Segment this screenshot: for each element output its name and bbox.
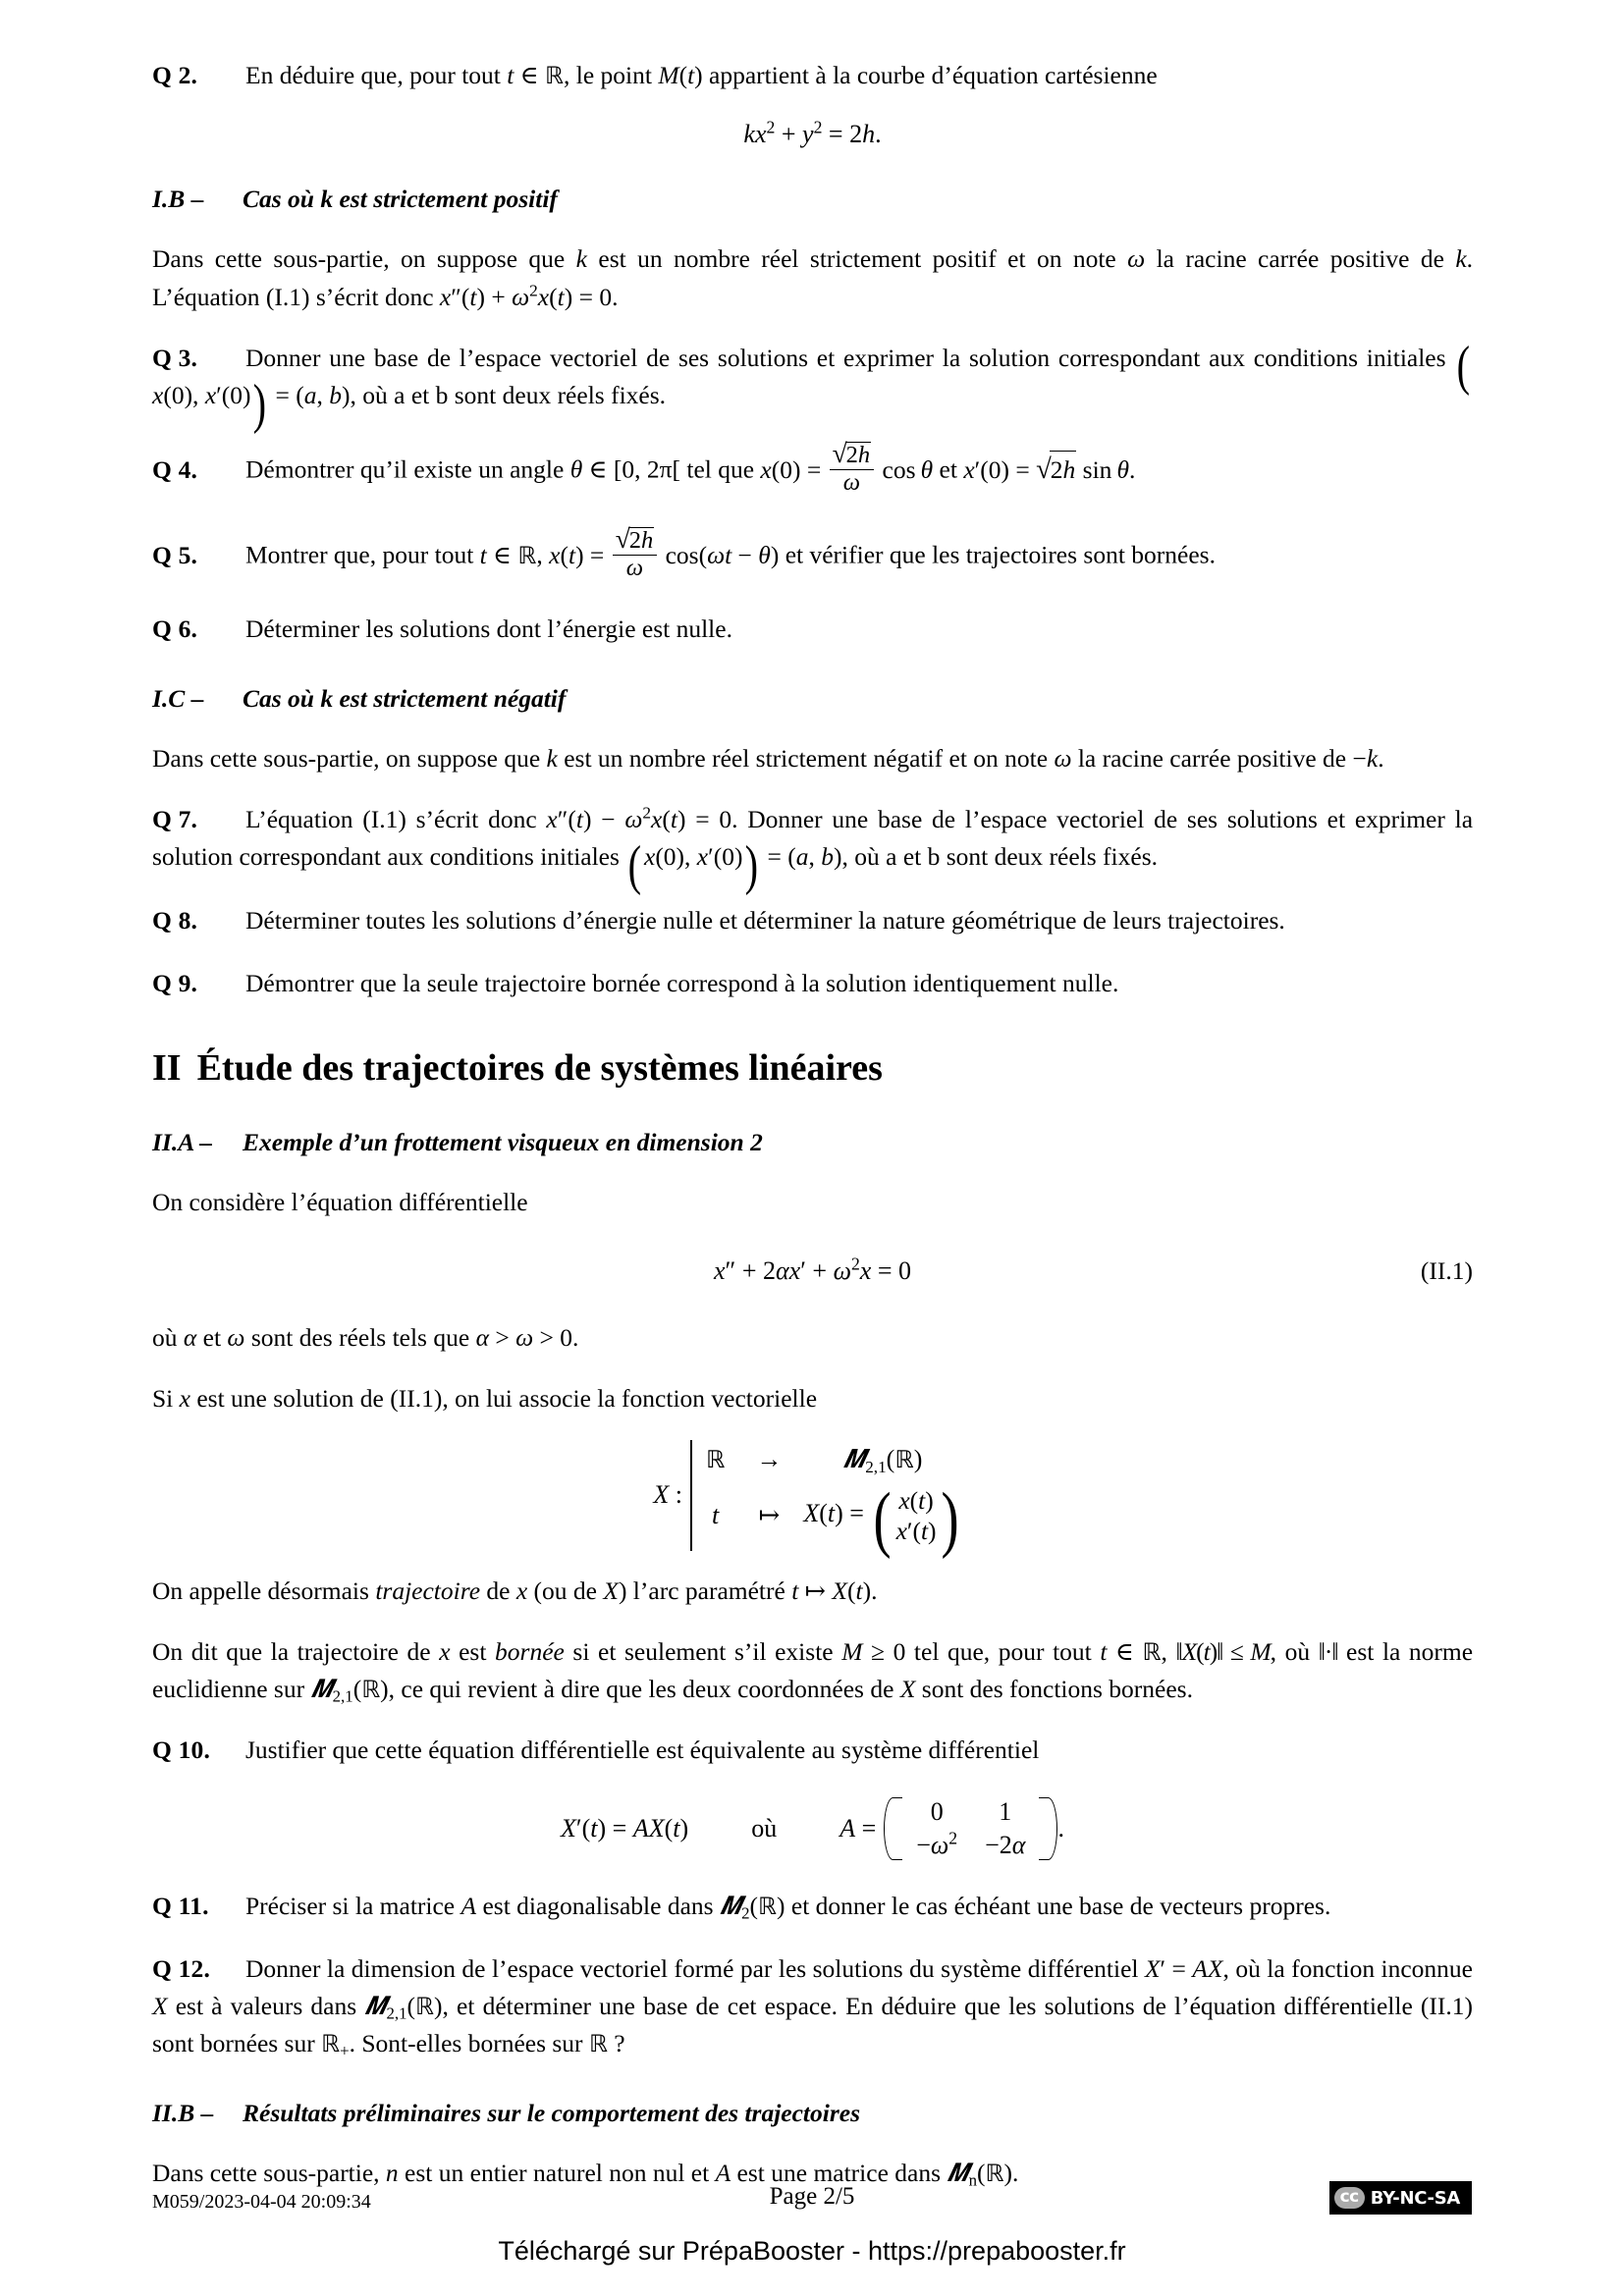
license-badge-container <box>1329 2181 1472 2215</box>
question-text-q10: Justifier que cette équation différentielle est équivalente au système différentiel <box>245 1735 1040 1765</box>
display-equation-II1: $x'' + 2\alpha x' + \omega^2x = 0$ (II.1) <box>713 1254 1473 1286</box>
subsection-dash-IIA: – <box>199 1127 212 1156</box>
cc-license-badge[interactable] <box>1329 2181 1472 2215</box>
math-xt-cos: x(t) = $\frac{√2h}{\omega}$ cos(ωt − θ) <box>549 524 780 582</box>
question-text-q2: En déduire que, pour tout t ∈ ℝ, le point M(t) appartient à la courbe d’équation cartésienne <box>245 61 1158 89</box>
page-footer <box>152 2181 1472 2240</box>
subsection-title-IC: Cas où k est strictement négatif <box>243 683 567 713</box>
question-label-q12: Q 12. <box>152 1953 211 1983</box>
subsection-id-IC: I.C <box>152 683 186 713</box>
display-equation-system-q10: X′(t) = AX(t) où A = 0 1 $-\omega^2$ −2α . <box>152 1795 1473 1862</box>
section-title-II: Étude des trajectoires de systèmes linéaires <box>196 1047 883 1090</box>
equation-tag-II1: (II.1) <box>1420 1256 1473 1286</box>
paragraph-IIA-solution: Si x est une solution de (II.1), on lui associe la fonction vectorielle <box>152 1384 818 1414</box>
page-content <box>152 57 1473 2192</box>
math-initial-conditions-q3: (x(0), x′(0)) = (a, b) <box>152 336 1471 435</box>
question-q12 <box>152 1950 1473 2063</box>
subsection-dash-IB: – <box>190 185 204 214</box>
question-q8 <box>152 902 1473 939</box>
subsection-id-IB: I.B <box>152 185 186 214</box>
question-q2 <box>152 57 1473 94</box>
question-text-q11: Préciser si la matrice A est diagonalisable dans 𝑴$_2$(ℝ) et donner le cas échéant une base de vecteurs propres. <box>245 1891 1331 1923</box>
math-ou-label: où <box>751 1813 778 1842</box>
question-q5 <box>152 525 1473 581</box>
math-Mt: M(t) <box>658 61 703 89</box>
footer-document-id: M059/2023-04-04 20:09:34 <box>152 2191 371 2213</box>
emphasis-trajectoire: trajectoire <box>375 1575 481 1605</box>
question-q9 <box>152 965 1473 1002</box>
question-label-q2: Q 2. <box>152 61 198 89</box>
math-ode-negative: $x''(t) - \omega^2x(t) = 0$ <box>546 803 732 834</box>
subsection-dash-IIB: – <box>200 2098 214 2127</box>
subsection-dash-IC: – <box>190 683 204 713</box>
display-definition-X: X : ℝ → 𝑴$_{2,1}$(ℝ) t ↦ X(t) = ( x(t) x′(t) ) <box>152 1440 1473 1551</box>
question-label-q4: Q 4. <box>152 454 198 484</box>
question-text-q4: Démontrer qu’il existe un angle θ ∈ [0, 2π[ tel que x(0) = $\frac{√2h}{\omega}$ cos θ et x′(0) = √2h sin θ. <box>245 439 1136 496</box>
matrix-A: 0 1 $-\omega^2$ −2α <box>884 1795 1057 1862</box>
paragraph-IIB-intro: Dans cette sous-partie, n est un entier naturel non nul et A est une matrice dans 𝑴$_n$(ℝ). <box>152 2158 1019 2190</box>
question-label-q7: Q 7. <box>152 805 198 834</box>
question-text-q9: Démontrer que la seule trajectoire bornée correspond à la solution identiquement nulle. <box>245 968 1119 997</box>
question-label-q6: Q 6. <box>152 614 198 644</box>
paragraph-IC-intro: Dans cette sous-partie, on suppose que k est un nombre réel strictement négatif et on note ω la racine carrée positive de −k. <box>152 743 1384 773</box>
subsection-heading-IIB <box>152 2097 1473 2129</box>
subsection-heading-IB <box>152 183 1473 215</box>
question-text-q8: Déterminer toutes les solutions d’énergie nulle et déterminer la nature géométrique de leurs trajectoires. <box>245 905 1285 934</box>
question-q4 <box>152 440 1473 496</box>
question-label-q11: Q 11. <box>152 1891 209 1920</box>
section-heading-II <box>152 1045 1473 1093</box>
emphasis-bornee: bornée <box>495 1636 565 1666</box>
subsection-title-IIB: Résultats préliminaires sur le comportement des trajectoires <box>243 2098 861 2127</box>
subsection-heading-IC <box>152 682 1473 715</box>
math-A-equals: A = <box>839 1813 877 1842</box>
question-q6 <box>152 611 1473 648</box>
subsection-title-IIA: Exemple d’un frottement visqueux en dimension 2 <box>243 1127 763 1156</box>
paragraph-IIA-conditions: où α et ω sont des réels tels que α > ω > 0. <box>152 1323 579 1353</box>
footer-page-number: Page 2/5 <box>769 2183 855 2210</box>
cc-license-terms: BY-NC-SA <box>1370 2187 1460 2209</box>
section-number-II: II <box>152 1047 182 1090</box>
cc-logo-icon: cc <box>1334 2187 1365 2210</box>
paragraph-bornee-definition: On dit que la trajectoire de x est bornée si et seulement s’il existe M ≥ 0 tel que, pour tout t ∈ ℝ, ‖X(t)‖ ≤ M, où ‖·‖ est la norme euclidienne sur 𝑴$_{2,1}$(ℝ), ce qui revient à dire que les deux coordonnées de X sont des fonctions bornées. <box>152 1636 1474 1706</box>
math-x0-cos: x(0) = $\frac{√2h}{\omega}$ cos θ <box>760 439 934 496</box>
question-q7 <box>152 801 1474 896</box>
math-xprime0-sin: x′(0) = √2h sin θ. <box>963 455 1135 484</box>
question-label-q9: Q 9. <box>152 968 198 997</box>
question-label-q3: Q 3. <box>152 343 198 372</box>
question-text-q3: Donner une base de l’espace vectoriel de ses solutions et exprimer la solution correspondant aux conditions initiales (x(0), x′(0)) = (a, b), où a et b sont deux réels fixés. <box>152 344 1473 409</box>
math-XprimeAX: X′(t) = AX(t) <box>561 1813 689 1842</box>
question-label-q8: Q 8. <box>152 905 198 934</box>
paragraph-IB-intro: Dans cette sous-partie, on suppose que k est un nombre réel strictement positif et on note ω la racine carrée positive de k. L’équation (I.1) s’écrit donc $x''(t) + \omega^2x(t) = 0$. <box>152 244 1474 311</box>
display-equation-kx2: $kx^2 + y^2 = 2h$. <box>743 117 882 149</box>
question-text-q12: Donner la dimension de l’espace vectoriel formé par les solutions du système différentiel X′ = AX, où la fonction inconnue X est à valeurs dans 𝑴$_{2,1}$(ℝ), et déterminer une base de cet espace. En déduire que les solutions de l’équation différentielle (II.1) sont bornées sur ℝ$_+$. Sont-elles bornées sur ℝ ? <box>152 1953 1473 2061</box>
footer-watermark: Téléchargé sur PrépaBooster - https://prepabooster.fr <box>498 2236 1126 2266</box>
paragraph-trajectoire-definition: On appelle désormais trajectoire de x (ou de X) l’arc paramétré t ↦ X(t). <box>152 1575 878 1605</box>
paragraph-IIA-intro: On considère l’équation différentielle <box>152 1187 528 1216</box>
question-text-q7: L’équation (I.1) s’écrit donc $x''(t) - \omega^2x(t) = 0$. Donner une base de l’espace vectoriel de ses solutions et exprimer la solution correspondant aux conditions initiales ( x(0), x′(0)) = (a, b), où a et b sont deux réels fixés. <box>152 803 1474 896</box>
question-text-q5: Montrer que, pour tout t ∈ ℝ, x(t) = $\frac{√2h}{\omega}$ cos(ωt − θ) et vérifier que les trajectoires sont bornées. <box>245 524 1216 582</box>
question-label-q5: Q 5. <box>152 540 198 569</box>
question-q10 <box>152 1732 1473 1769</box>
math-initial-conditions-q7: ( x(0), x′(0)) = (a, b) <box>627 834 842 896</box>
math-cases-X: ℝ → 𝑴$_{2,1}$(ℝ) t ↦ X(t) = ( x(t) x′(t) ) <box>690 1440 972 1551</box>
subsection-title-IB: Cas où k est strictement positif <box>243 185 558 214</box>
math-t-in-R: t ∈ ℝ <box>507 61 564 89</box>
question-q11 <box>152 1888 1473 1925</box>
question-q3 <box>152 336 1473 435</box>
question-label-q10: Q 10. <box>152 1735 211 1765</box>
question-text-q6: Déterminer les solutions dont l’énergie est nulle. <box>245 614 732 644</box>
math-ode-positive: $x''(t) + \omega^2x(t) = 0$ <box>439 281 613 311</box>
subsection-heading-IIA <box>152 1126 1473 1158</box>
subsection-id-IIA: II.A <box>152 1127 193 1156</box>
subsection-id-IIB: II.B <box>152 2098 195 2127</box>
